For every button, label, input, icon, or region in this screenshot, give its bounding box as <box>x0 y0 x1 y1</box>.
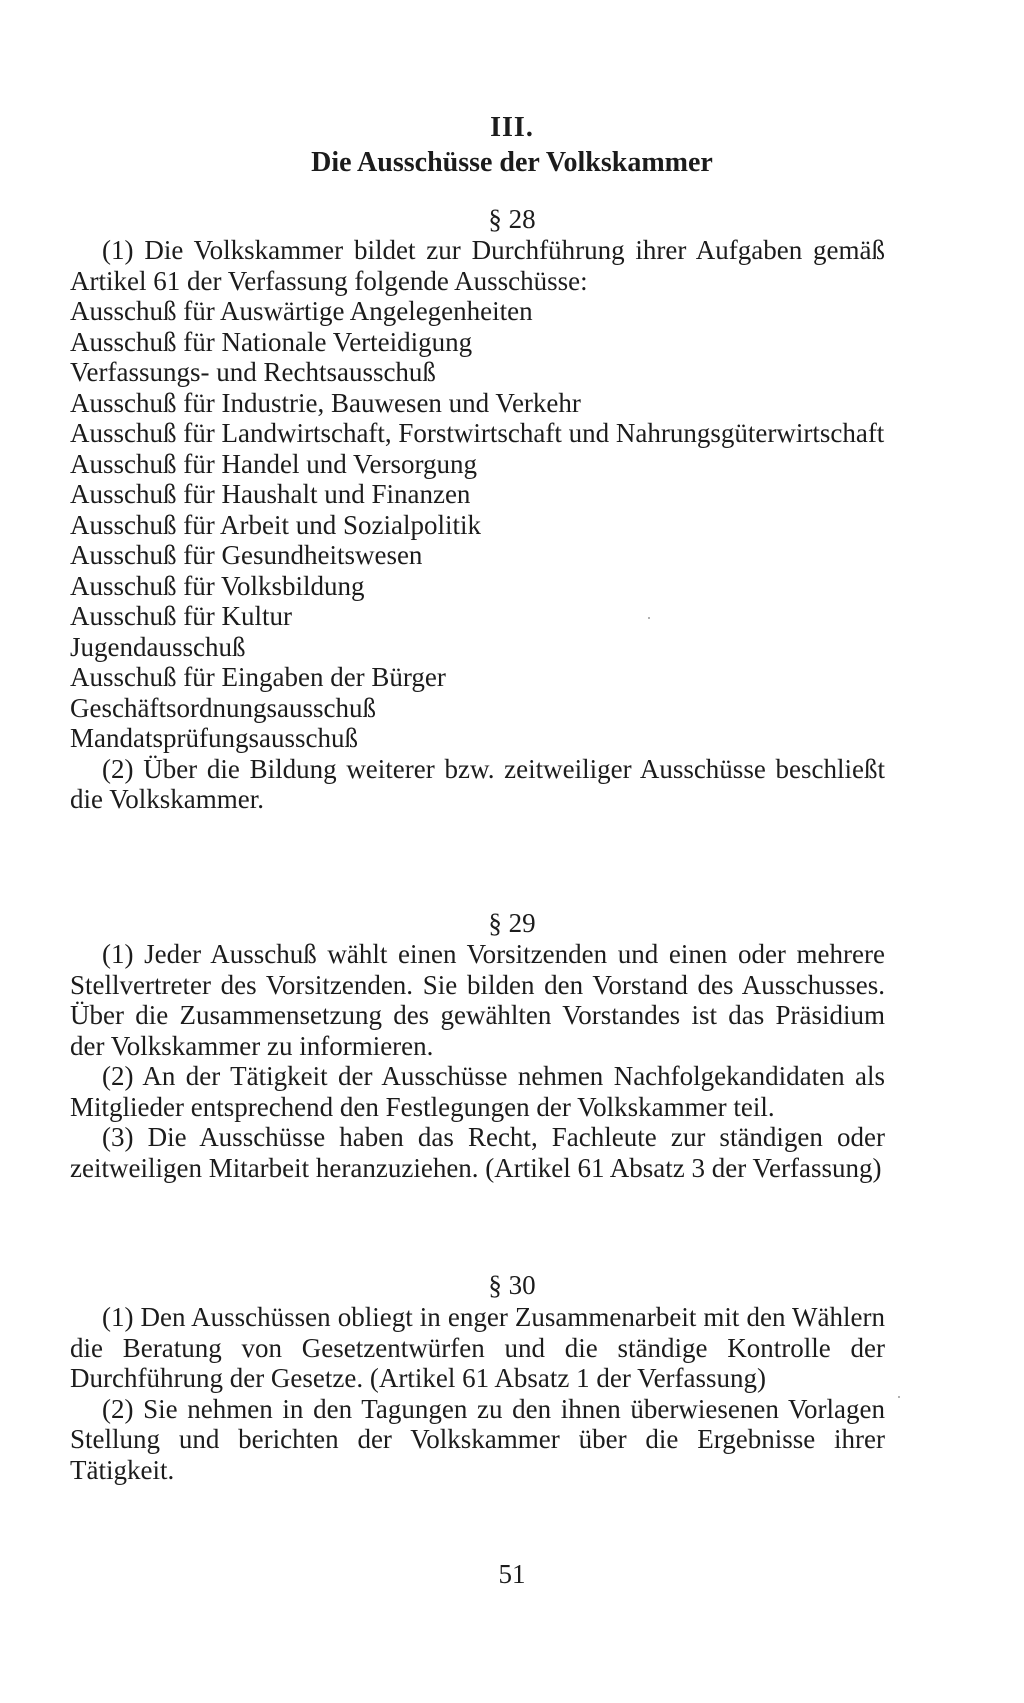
committee-item: Jugendausschuß <box>70 631 246 662</box>
section-30-para-2: (2) Sie nehmen in den Tagungen zu den ihnen überwiesenen Vorlagen Stellung und berichten der Volkskammer über die Ergebnisse ihrer Tätigkeit. <box>70 1393 885 1485</box>
section-28-para-2: (2) Über die Bildung weiterer bzw. zeitweiliger Ausschüsse beschließt die Volkskammer. <box>70 753 885 814</box>
chapter-title: Die Ausschüsse der Volkskammer <box>311 147 713 178</box>
committee-item: Ausschuß für Arbeit und Sozialpolitik <box>70 509 481 540</box>
committee-item: Verfassungs- und Rechtsausschuß <box>70 357 436 387</box>
section-30-para-1: (1) Den Ausschüssen obliegt in enger Zusammenarbeit mit den Wählern die Beratung von Gesetzentwürfen und die ständige Kontrolle der Durchführung der Gesetze. (Artikel 61 Absatz 1 der Verfassung) <box>70 1302 885 1393</box>
section-30-body <box>70 1302 885 1485</box>
committee-item: Ausschuß für Volksbildung <box>70 570 365 601</box>
section-29-para-2: (2) An der Tätigkeit der Ausschüsse nehmen Nachfolgekandidaten als Mitglieder entsprechend den Festlegungen der Volkskammer teil. <box>70 1061 885 1122</box>
scan-speck <box>898 1396 900 1398</box>
page-number: 51 <box>498 1559 526 1589</box>
scan-speck <box>648 617 650 619</box>
committee-item: Ausschuß für Landwirtschaft, Forstwirtschaft und Nahrungsgüterwirtschaft <box>70 418 885 448</box>
section-29-heading: § 29 <box>488 908 536 938</box>
committee-item: Ausschuß für Kultur <box>70 601 292 631</box>
committee-item: Ausschuß für Gesundheitswesen <box>70 540 423 570</box>
committee-item: Ausschuß für Eingaben der Bürger <box>70 662 446 692</box>
committee-item: Ausschuß für Nationale Verteidigung <box>70 326 473 357</box>
committee-item: Geschäftsordnungsausschuß <box>70 692 376 723</box>
section-29-para-3: (3) Die Ausschüsse haben das Recht, Fachleute zur ständigen oder zeitweiligen Mitarbeit heranzuziehen. (Artikel 61 Absatz 3 der Verfassung) <box>70 1122 885 1183</box>
section-29-para-1: (1) Jeder Ausschuß wählt einen Vorsitzenden und einen oder mehrere Stellvertreter des Vorsitzenden. Sie bilden den Vorstand des Ausschusses. Über die Zusammensetzung des gewählten Vorstandes ist das Präsidium der Volkskammer zu informieren. <box>70 939 885 1061</box>
committee-item: Mandatsprüfungsausschuß <box>70 723 358 753</box>
section-30-heading: § 30 <box>488 1270 536 1300</box>
section-29-body <box>70 939 885 1183</box>
section-28-body <box>70 235 885 815</box>
committee-item: Ausschuß für Auswärtige Angelegenheiten <box>70 296 533 326</box>
chapter-number: III. <box>490 112 534 143</box>
section-28-para-1: (1) Die Volkskammer bildet zur Durchführung ihrer Aufgaben gemäß Artikel 61 der Verfassung folgende Ausschüsse: <box>70 235 885 296</box>
committee-list <box>70 296 885 754</box>
committee-item: Ausschuß für Handel und Versorgung <box>70 448 477 479</box>
committee-item: Ausschuß für Haushalt und Finanzen <box>70 479 471 509</box>
section-28-heading: § 28 <box>488 204 536 234</box>
committee-item: Ausschuß für Industrie, Bauwesen und Verkehr <box>70 387 581 418</box>
